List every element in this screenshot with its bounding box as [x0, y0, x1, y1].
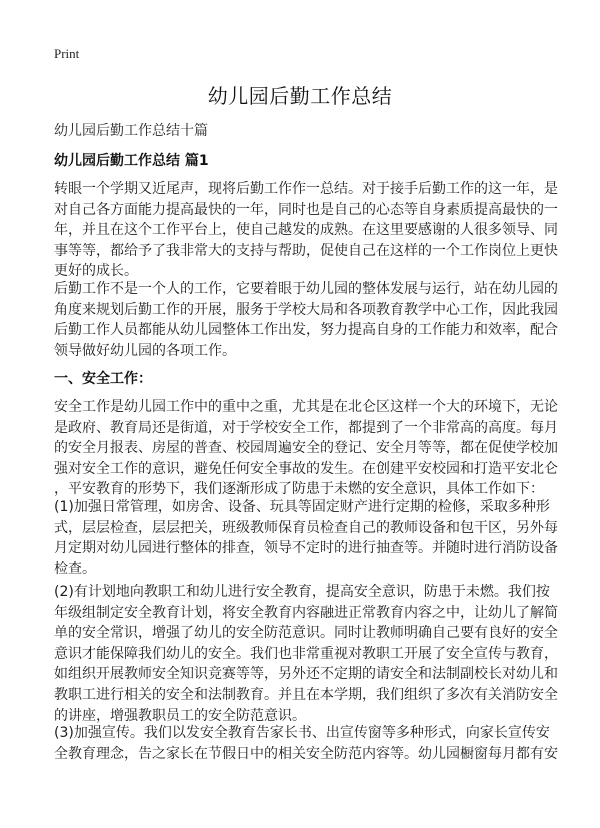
text-line: 领导做好幼儿园的各项工作。: [54, 342, 236, 359]
paragraph-intro: [54, 179, 558, 282]
paragraph-item-2: [54, 582, 558, 726]
text-line: 的讲座，增强教职员工的安全防范意识。: [54, 707, 306, 724]
text-line: 后勤工作不是一个人的工作，它要着眼于幼儿园的整体发展与运行，站在幼儿园的: [54, 281, 558, 297]
paragraph-safety: [54, 397, 558, 500]
section-heading-safety: 一、安全工作：: [54, 371, 152, 387]
text-line: ，平安教育的形势下，我们逐渐形成了防患于未燃的安全意识，具体工作如下：: [54, 481, 544, 498]
document-subtitle: 幼儿园后勤工作总结十篇: [54, 123, 208, 139]
text-line: 强对安全工作的意识，避免任何安全事故的发生。在创建平安校园和打造平安北仑: [54, 460, 558, 477]
text-line: 事等等，都给予了我非常大的支持与帮助，促使自己在这样的一个工作岗位上更快: [54, 242, 558, 259]
text-line: 如组织开展教师安全知识竞赛等等，另外还不定期的请安全和法制副校长对幼儿和: [54, 666, 558, 683]
text-line: 后勤工作人员都能从幼儿园整体工作出发，努力提高自身的工作能力和效率，配合: [54, 322, 558, 339]
text-line: (2)有计划地向教职工和幼儿进行安全教育，提高安全意识，防患于未燃。我们按: [54, 584, 550, 600]
text-line: 月定期对幼儿园进行整体的排查，领导不定时的进行抽查等。并随时进行消防设备: [54, 540, 558, 557]
text-line: 年，并且在这个工作平台上，使自己越发的成熟。在这里要感谢的人很多领导、同: [54, 222, 558, 239]
text-line: 年级组制定安全教育计划，将安全教育内容融进正常教育内容之中，让幼儿了解简: [54, 604, 558, 621]
text-line: 角度来规划后勤工作的开展，服务于学校大局和各项教育教学中心工作，因此我园: [54, 301, 558, 318]
text-line: 转眼一个学期又近尾声，现将后勤工作作一总结。对于接手后勤工作的这一年，是: [54, 181, 558, 197]
text-line: 是政府、教育局还是街道，对于学校安全工作，都提到了一个非常高的高度。每月: [54, 419, 558, 436]
text-line: 安全工作是幼儿园工作中的重中之重，尤其是在北仑区这样一个大的环境下，无论: [54, 399, 558, 415]
article-heading: 幼儿园后勤工作总结 篇1: [54, 153, 209, 169]
text-line: 单的安全常识，增强了幼儿的安全防范意识。同时让教师明确自己要有良好的安全: [54, 625, 558, 642]
text-line: 检查。: [54, 560, 96, 577]
paragraph-item-1: [54, 497, 558, 579]
paragraph-item-3: [54, 723, 558, 764]
text-line: (3)加强宣传。我们以发安全教育告家长书、出宣传窗等多种形式，向家长宣传安: [54, 725, 550, 741]
text-line: 意识才能保障我们幼儿的安全。我们也非常重视对教职工开展了安全宣传与教育，: [54, 645, 558, 662]
text-line: 的安全月报表、房屋的普查、校园周遍安全的登记、安全月等等，都在促使学校加: [54, 440, 558, 457]
text-line: 全教育理念，告之家长在节假日中的相关安全防范内容等。幼儿园橱窗每月都有安: [54, 745, 558, 762]
print-link[interactable]: Print: [54, 46, 80, 61]
document-title: 幼儿园后勤工作总结: [207, 84, 393, 108]
text-line: 更好的成长。: [54, 263, 138, 280]
text-line: 式，层层检查，层层把关，班级教师保育员检查自己的教师设备和包干区，另外每: [54, 519, 558, 536]
text-line: 教职工进行相关的安全和法制教育。并且在本学期，我们组织了多次有关消防安全: [54, 686, 558, 703]
text-line: 对自己各方面能力提高最快的一年，同时也是自己的心态等自身素质提高最快的一: [54, 201, 558, 218]
paragraph-logistics: [54, 279, 558, 361]
text-line: (1)加强日常管理，如房舍、设备、玩具等固定财产进行定期的检修，采取多种形: [54, 499, 550, 515]
